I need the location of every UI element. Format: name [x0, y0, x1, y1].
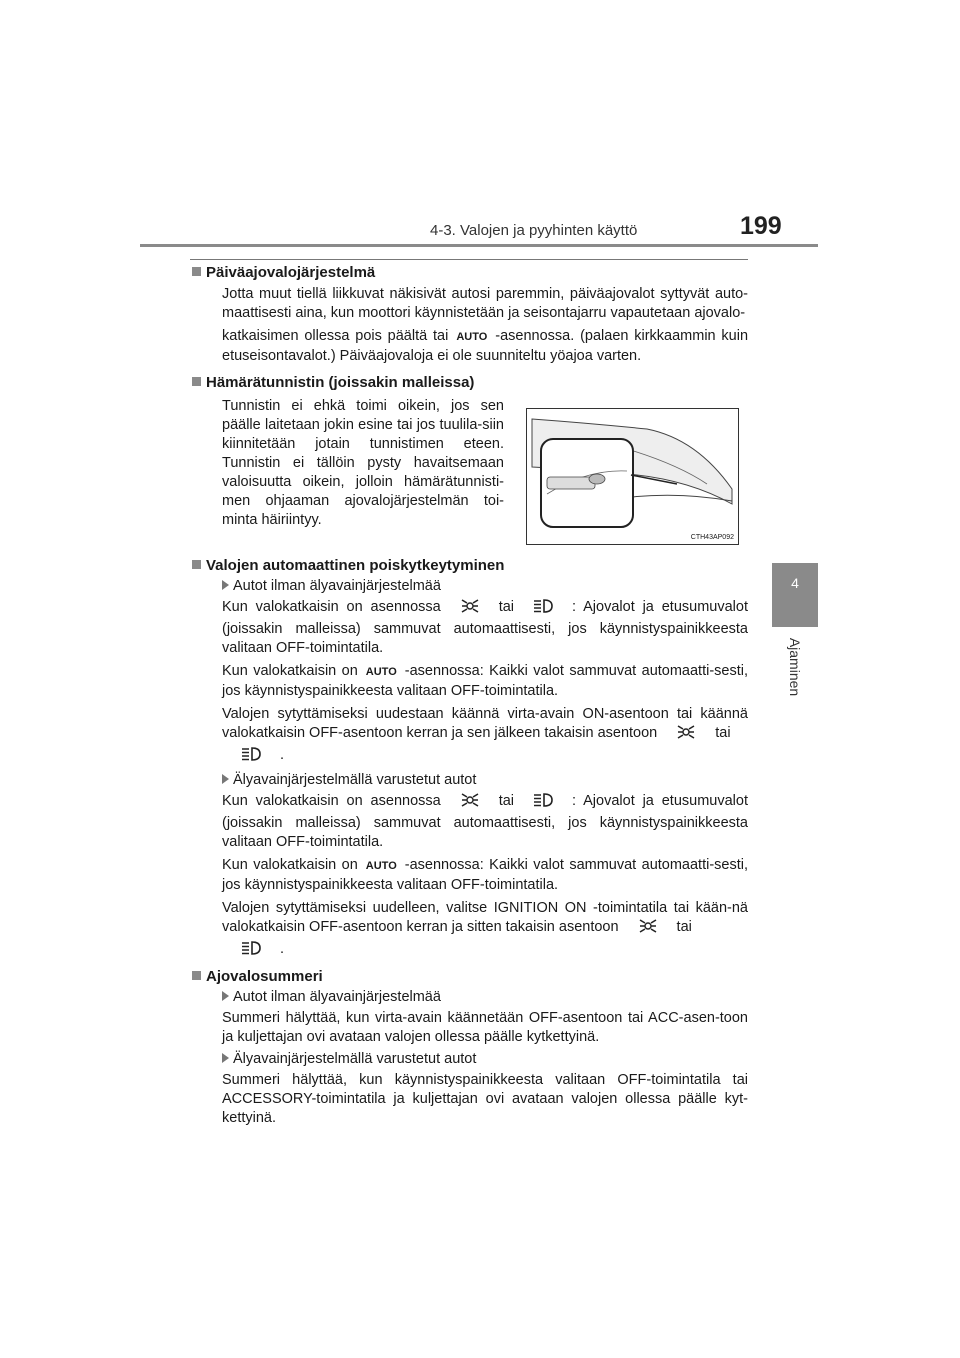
auto-off-p5: Kun valokatkaisin on AUTO -asennossa: Kaikki valot sammuvat automaatti-sesti, jos käynnistyspainikkeesta valitaan OFF-toimintatila.	[222, 857, 749, 893]
daytime-text-2: katkaisimen ollessa pois päältä tai AUTO -asennossa. (palaen kirkkaammin kuin etuseisontavalot.) Päiväajovaloja ei ole suunniteltu yöajoa varten.	[222, 328, 749, 364]
subheading-buzzer-smart-key: Älyavainjärjestelmällä varustetut autot	[222, 1051, 748, 1067]
parking-light-icon	[459, 792, 481, 814]
buzzer-p2: Summeri hälyttää, kun käynnistyspainikkeesta valitaan OFF-toimintatila tai ACCESSORY-toimintatila ja kuljettajan ovi avataan valojen ollessa päälle kyt-kettyinä.	[222, 1072, 748, 1126]
buzzer-p1: Summeri hälyttää, kun virta-avain käännetään OFF-asentoon tai ACC-asen-toon ja kuljettajan ovi avataan valojen ollessa päälle kytkettyinä.	[222, 1010, 748, 1045]
subheading-no-smart-key: Autot ilman älyavainjärjestelmää	[222, 578, 748, 594]
header-rule	[140, 244, 818, 247]
subheading-buzzer-no-smart-key: Autot ilman älyavainjärjestelmää	[222, 989, 748, 1005]
headlight-icon	[532, 792, 554, 814]
parking-light-icon	[459, 598, 481, 620]
header-section-title: 4-3. Valojen ja pyyhinten käyttö	[430, 222, 638, 239]
parking-light-icon	[675, 724, 697, 746]
page-content	[208, 264, 748, 1132]
heading-auto-off: Valojen automaattinen poiskytkeytyminen	[192, 557, 748, 574]
section-rule	[190, 259, 748, 260]
page-number: 199	[740, 212, 782, 240]
sensor-illustration	[527, 409, 738, 544]
auto-off-p6: Valojen sytyttämiseksi uudelleen, valitse IGNITION ON -toimintatila tai kään-nä valokatkaisin OFF-asentoon kerran ja sitten takaisin asentoon tai .	[222, 899, 748, 962]
heading-sensor: Hämärätunnistin (joissakin malleissa)	[192, 374, 748, 391]
headlight-icon	[240, 940, 262, 962]
sensor-text: Tunnistin ei ehkä toimi oikein, jos sen päälle laitetaan jokin esine tai jos tuulila-siin kiinnitetään jotain tunnistimen eteen. Tunnistin ei tällöin pysty havaitsemaan valoisuutta oikein, jolloin hämärätunnisti-men ohjaaman ajovalojärjestelmän toi-minta häiriintyy.	[222, 398, 504, 528]
daytime-text: Jotta muut tiellä liikkuvat näkisivät autosi paremmin, päiväajovalot syttyvät auto-maattisesti aina, kun moottori käynnistetään ja seisontajarru vapautetaan ajovalo-	[222, 286, 748, 321]
headlight-icon	[532, 598, 554, 620]
auto-icon: AUTO	[365, 666, 397, 678]
parking-light-icon	[637, 918, 659, 940]
sensor-figure	[526, 408, 739, 545]
auto-off-p4: Kun valokatkaisin on asennossa tai : Ajovalot ja etusumuvalot (joissakin malleissa) sammuvat automaattisesti, jos käynnistyspainikkeesta valitaan OFF-toimintatila.	[222, 793, 748, 850]
auto-off-p3: Valojen sytyttämiseksi uudestaan käännä virta-avain ON-asentoon tai käännä valokatkaisin OFF-asentoon kerran ja sen jälkeen takaisin asentoon tai .	[222, 705, 748, 768]
auto-icon: AUTO	[456, 331, 488, 343]
chapter-tab: 4	[772, 563, 818, 627]
auto-icon: AUTO	[365, 860, 397, 872]
auto-off-p1: Kun valokatkaisin on asennossa tai : Ajovalot ja etusumuvalot (joissakin malleissa) sammuvat automaattisesti, jos käynnistyspainikkeesta valitaan OFF-toimintatila.	[222, 599, 748, 656]
chapter-label: Ajaminen	[787, 637, 803, 697]
figure-code: CTH43AP092	[690, 534, 734, 541]
headlight-icon	[240, 746, 262, 768]
subheading-smart-key: Älyavainjärjestelmällä varustetut autot	[222, 772, 748, 788]
heading-buzzer: Ajovalosummeri	[192, 968, 748, 985]
heading-daytime: Päiväajovalojärjestelmä	[192, 264, 748, 281]
auto-off-p2: Kun valokatkaisin on AUTO -asennossa: Kaikki valot sammuvat automaatti-sesti, jos käynnistyspainikkeesta valitaan OFF-toimintatila.	[222, 663, 749, 699]
